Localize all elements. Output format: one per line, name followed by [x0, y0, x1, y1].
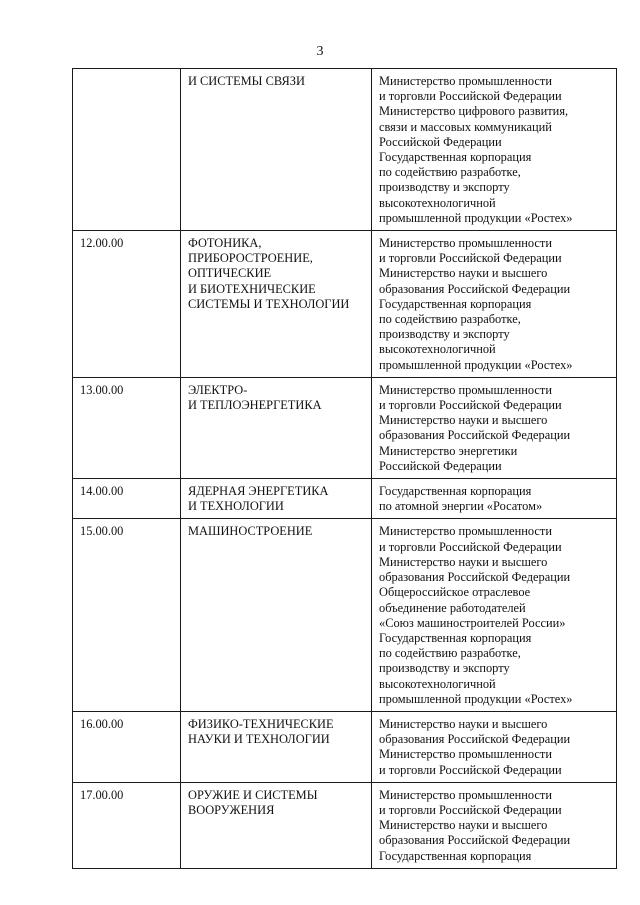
responsible-organizations — [372, 479, 617, 519]
organization-line: высокотехнологичной — [379, 195, 496, 210]
organization-line: образования Российской Федерации — [379, 281, 571, 296]
organization-line: связи и массовых коммуникаций — [379, 119, 552, 134]
organization-line: Министерство промышленности — [379, 747, 552, 762]
organization-line: Российской Федерации — [379, 458, 502, 473]
specialty-title-line: ОПТИЧЕСКИЕ — [188, 266, 272, 281]
organization-line: Министерство энергетики — [379, 443, 518, 458]
specialty-title-line: ЯДЕРНАЯ ЭНЕРГЕТИКА — [188, 484, 329, 499]
table-body — [73, 69, 617, 869]
specialty-code: 13.00.00 — [73, 377, 181, 478]
organization-line: «Союз машиностроителей России» — [379, 615, 566, 630]
specialty-title — [181, 519, 372, 711]
specialty-code: 14.00.00 — [73, 479, 181, 519]
responsible-organizations — [372, 377, 617, 478]
organization-line: Министерство промышленности — [379, 524, 552, 539]
table-row — [73, 231, 617, 378]
table-row — [73, 377, 617, 478]
organization-line: Министерство цифрового развития, — [379, 104, 569, 119]
specialty-title-line: И ТЕПЛОЭНЕРГЕТИКА — [188, 398, 322, 413]
specialty-code: 17.00.00 — [73, 782, 181, 868]
specialty-title — [181, 377, 372, 478]
specialty-title — [181, 711, 372, 782]
organization-line: Общероссийское отраслевое — [379, 585, 531, 600]
specialty-title-line: ФИЗИКО-ТЕХНИЧЕСКИЕ — [188, 716, 334, 731]
specialty-title — [181, 69, 372, 231]
table-row — [73, 519, 617, 711]
organization-line: по содействию разработке, — [379, 165, 521, 180]
specialty-title-line: ОРУЖИЕ И СИСТЕМЫ — [188, 787, 318, 802]
organization-line: и торговли Российской Федерации — [379, 539, 562, 554]
specialty-title-line: ПРИБОРОСТРОЕНИЕ, — [188, 251, 313, 266]
organization-line: Государственная корпорация — [379, 150, 532, 165]
responsible-organizations — [372, 231, 617, 378]
specialty-title-line: ФОТОНИКА, — [188, 236, 262, 251]
organization-line: и торговли Российской Федерации — [379, 398, 562, 413]
specialty-title-line: И СИСТЕМЫ СВЯЗИ — [188, 74, 305, 88]
organization-line: производству и экспорту — [379, 327, 510, 342]
organization-line: высокотехнологичной — [379, 676, 496, 691]
organization-line: объединение работодателей — [379, 600, 526, 615]
organization-line: производству и экспорту — [379, 180, 510, 195]
organization-line: Государственная корпорация — [379, 484, 532, 499]
table-row — [73, 69, 617, 231]
responsible-organizations — [372, 519, 617, 711]
organization-line: и торговли Российской Федерации — [379, 762, 562, 777]
organization-line: по содействию разработке, — [379, 312, 521, 327]
organization-line: Министерство науки и высшего — [379, 266, 548, 281]
organization-line: Российской Федерации — [379, 134, 502, 149]
specialty-code — [73, 69, 181, 231]
specialty-title-line: ЭЛЕКТРО- — [188, 382, 248, 397]
organization-line: Государственная корпорация — [379, 630, 532, 645]
organization-line: Министерство науки и высшего — [379, 818, 548, 833]
organization-line: образования Российской Федерации — [379, 732, 571, 747]
specialty-title-line: МАШИНОСТРОЕНИЕ — [188, 524, 313, 539]
specialty-title-line: ВООРУЖЕНИЯ — [188, 802, 275, 817]
organization-line: Министерство промышленности — [379, 787, 552, 802]
specialty-title — [181, 782, 372, 868]
organization-line: образования Российской Федерации — [379, 428, 571, 443]
organization-line: Министерство промышленности — [379, 236, 552, 251]
specialty-title-line: НАУКИ И ТЕХНОЛОГИИ — [188, 732, 330, 747]
organization-line: промышленной продукции «Ростех» — [379, 357, 573, 372]
organization-line: образования Российской Федерации — [379, 570, 571, 585]
organization-line: и торговли Российской Федерации — [379, 89, 562, 104]
organization-line: и торговли Российской Федерации — [379, 251, 562, 266]
specialty-code: 16.00.00 — [73, 711, 181, 782]
organization-line: Министерство промышленности — [379, 382, 552, 397]
organization-line: Министерство науки и высшего — [379, 413, 548, 428]
organization-line: Государственная корпорация — [379, 848, 532, 863]
specialty-title-line: И ТЕХНОЛОГИИ — [188, 499, 284, 514]
table-row — [73, 479, 617, 519]
organization-line: промышленной продукции «Ростех» — [379, 691, 573, 706]
organization-line: промышленной продукции «Ростех» — [379, 210, 573, 225]
responsible-organizations — [372, 711, 617, 782]
table-row — [73, 782, 617, 868]
specialty-title — [181, 231, 372, 378]
organization-line: высокотехнологичной — [379, 342, 496, 357]
organization-line: Министерство науки и высшего — [379, 554, 548, 569]
specialty-title-line: СИСТЕМЫ И ТЕХНОЛОГИИ — [188, 296, 350, 311]
responsible-organizations — [372, 69, 617, 231]
organization-line: Государственная корпорация — [379, 296, 532, 311]
table-row — [73, 711, 617, 782]
organization-line: и торговли Российской Федерации — [379, 802, 562, 817]
responsible-organizations — [372, 782, 617, 868]
organization-line: по содействию разработке, — [379, 646, 521, 661]
specialty-code: 15.00.00 — [73, 519, 181, 711]
organization-line: Министерство промышленности — [379, 74, 552, 88]
specialty-code: 12.00.00 — [73, 231, 181, 378]
organization-line: образования Российской Федерации — [379, 833, 571, 848]
specialty-title-line: И БИОТЕХНИЧЕСКИЕ — [188, 281, 316, 296]
organization-line: по атомной энергии «Росатом» — [379, 499, 543, 514]
organization-line: производству и экспорту — [379, 661, 510, 676]
organization-line: Министерство науки и высшего — [379, 716, 548, 731]
specialty-title — [181, 479, 372, 519]
page-number: 3 — [316, 44, 324, 59]
specialties-table — [72, 68, 617, 869]
